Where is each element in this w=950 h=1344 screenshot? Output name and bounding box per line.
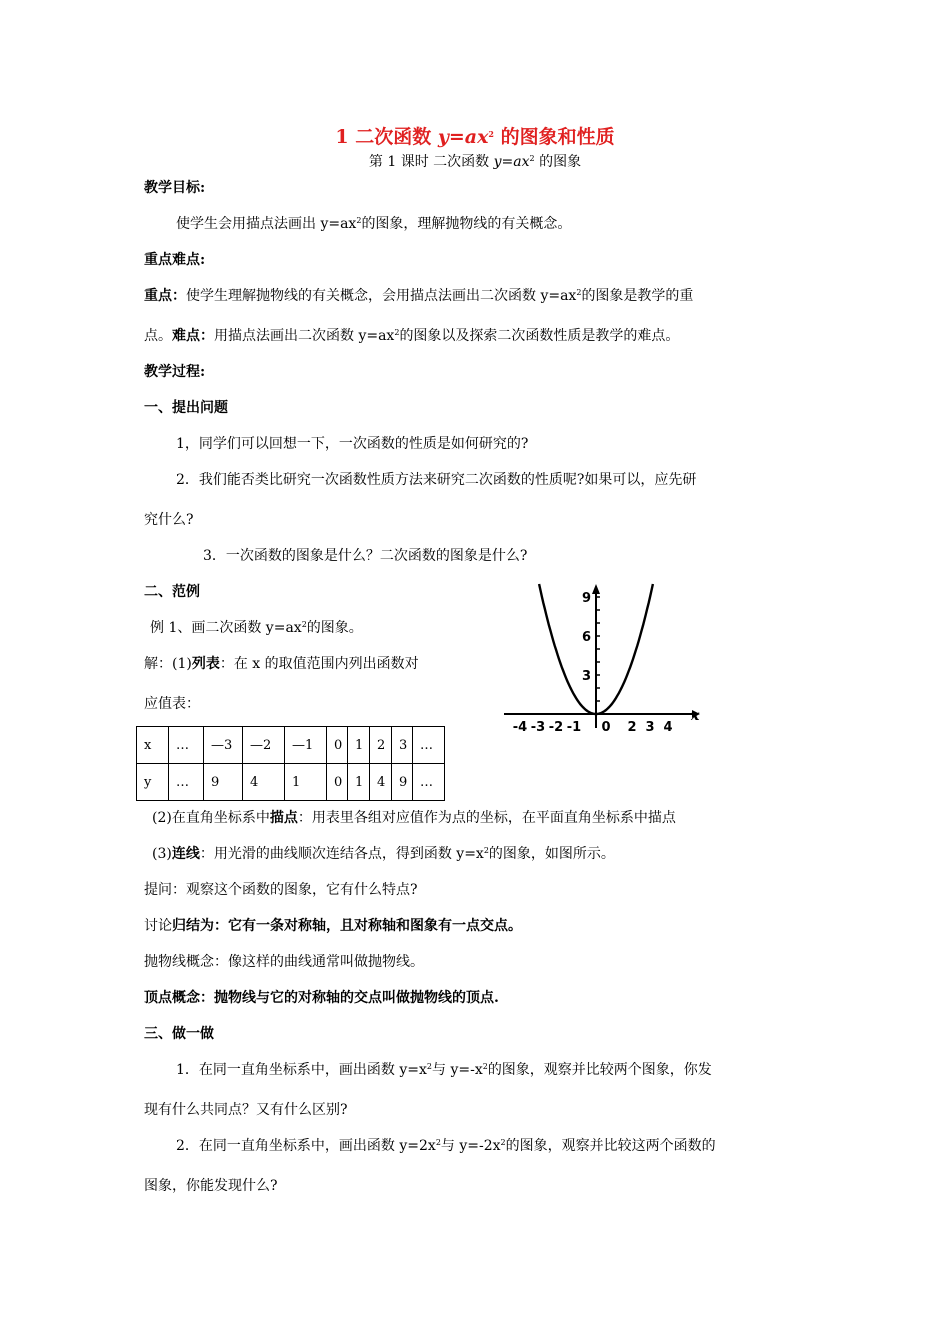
keypoints-heading: 重点难点:: [144, 252, 206, 268]
x-tick-label: -2: [548, 720, 564, 735]
table-cell: 9: [204, 764, 243, 801]
example-1: 例 1、画二次函数 $y=ax^2$的图象。: [150, 620, 363, 636]
page-title: 1 二次函数 $y=ax^2$ 的图象和性质: [335, 126, 615, 148]
parabola-graph: [500, 580, 710, 740]
step-3: (3)连线：用光滑的曲线顺次连结各点，得到函数 $y=x^2$的图象，如图所示。: [152, 846, 615, 862]
question-2: 2．我们能否类比研究一次函数性质方法来研究二次函数的性质呢?如果可以，应先研: [176, 472, 697, 488]
table-cell: x: [137, 727, 169, 764]
table-cell: 9: [392, 764, 413, 801]
x-axis-label: x: [691, 708, 700, 724]
x-tick-label: -4: [512, 720, 528, 735]
table-cell: 3: [392, 727, 413, 764]
table-cell: 0: [327, 727, 348, 764]
process-heading: 教学过程:: [144, 364, 206, 380]
table-cell: 1: [285, 764, 327, 801]
x-tick-label: -1: [566, 720, 582, 735]
table-cell: …: [413, 764, 445, 801]
y-tick-label: 3: [581, 669, 591, 684]
question-1: 1，同学们可以回想一下，一次函数的性质是如何研究的?: [176, 436, 529, 452]
key-text: 重点：使学生理解抛物线的有关概念，会用描点法画出二次函数 $y=ax^2$的图象是教学的重: [144, 288, 694, 304]
solution-text-cont: 应值表：: [144, 696, 200, 712]
discussion: 讨论归结为：它有一条对称轴，且对称轴和图象有一点交点。: [144, 918, 522, 934]
y-axis: [592, 584, 600, 728]
practice-2: 2．在同一直角坐标系中，画出函数 $y=2x^2$与 $y=-2x^2$的图象，观察并比较这两个函数的: [176, 1138, 716, 1154]
table-cell: 2: [370, 727, 392, 764]
objectives-heading: 教学目标:: [144, 180, 206, 196]
table-cell: 1: [348, 727, 370, 764]
x-tick-label: 0: [601, 720, 611, 735]
x-tick-label: 2: [627, 720, 637, 735]
section1-heading: 一、提出问题: [144, 400, 228, 416]
section3-heading: 三、做一做: [144, 1026, 214, 1042]
question-ask: 提问：观察这个函数的图象，它有什么特点?: [144, 882, 418, 898]
solution-text: 解：(1)列表：在 x 的取值范围内列出函数对: [144, 656, 419, 672]
y-tick-label: 6: [581, 630, 591, 645]
section2-heading: 二、范例: [144, 584, 200, 600]
x-tick-label: -3: [530, 720, 546, 735]
step-2: (2)在直角坐标系中描点：用表里各组对应值作为点的坐标，在平面直角坐标系中描点: [152, 810, 676, 826]
vertex-concept: 顶点概念：抛物线与它的对称轴的交点叫做抛物线的顶点.: [144, 990, 499, 1006]
x-tick-label: 3: [645, 720, 655, 735]
table-row-x: [137, 727, 445, 764]
table-cell: y: [137, 764, 169, 801]
table-cell: 4: [370, 764, 392, 801]
table-cell: 0: [327, 764, 348, 801]
x-axis: [504, 710, 700, 718]
table-cell: —1: [285, 727, 327, 764]
table-cell: …: [169, 764, 204, 801]
practice-1-cont: 现有什么共同点？又有什么区别?: [144, 1102, 348, 1118]
table-cell: 1: [348, 764, 370, 801]
value-table: [136, 726, 445, 801]
practice-1: 1．在同一直角坐标系中，画出函数 $y=x^2$与 $y=-x^2$的图象，观察并比较两个图象，你发: [176, 1062, 712, 1078]
parabola-concept: 抛物线概念：像这样的曲线通常叫做抛物线。: [144, 954, 424, 970]
practice-2-cont: 图象，你能发现什么?: [144, 1178, 278, 1194]
table-cell: …: [413, 727, 445, 764]
table-cell: —2: [243, 727, 285, 764]
question-3: 3．一次函数的图象是什么？二次函数的图象是什么?: [203, 548, 528, 564]
difficulty-text: 点。难点：用描点法画出二次函数 $y=ax^2$的图象以及探索二次函数性质是教学的难点。: [144, 328, 680, 344]
table-cell: …: [169, 727, 204, 764]
question-2-cont: 究什么?: [144, 512, 194, 528]
objectives-text: 使学生会用描点法画出 $y=ax^2$的图象，理解抛物线的有关概念。: [176, 216, 572, 232]
table-cell: —3: [204, 727, 243, 764]
page-subtitle: 第 1 课时 二次函数 $y=ax^2$ 的图象: [368, 154, 582, 170]
table-cell: 4: [243, 764, 285, 801]
table-row-y: [137, 764, 445, 801]
x-tick-label: 4: [663, 720, 673, 735]
y-tick-label: 9: [581, 591, 591, 606]
